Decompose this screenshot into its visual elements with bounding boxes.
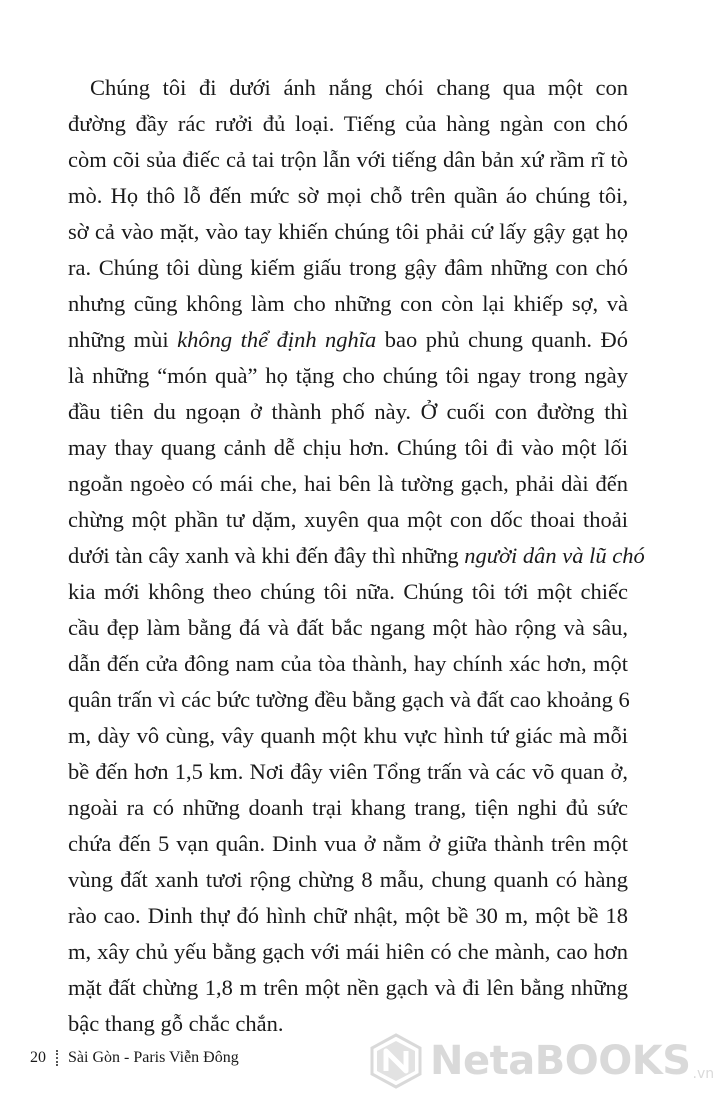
text-segment: ngoài ra có những doanh trại khang trang, tiện nghi đủ sức bbox=[68, 795, 628, 820]
text-segment: là những “món quà” họ tặng cho chúng tôi ngay trong ngày bbox=[68, 363, 628, 388]
page-footer bbox=[30, 1043, 239, 1073]
text-segment: quân trấn vì các bức tường đều bằng gạch và đất cao khoảng 6 bbox=[68, 687, 630, 712]
text-segment: vùng đất xanh tươi rộng chừng 8 mẫu, chung quanh có hàng bbox=[68, 867, 628, 892]
italic-phrase: người dân và lũ chó bbox=[464, 543, 645, 568]
text-line bbox=[68, 466, 628, 502]
text-segment: kia mới không theo chúng tôi nữa. Chúng tôi tới một chiếc bbox=[68, 579, 628, 604]
text-line bbox=[68, 142, 628, 178]
text-line bbox=[68, 538, 645, 574]
text-segment: còm cõi sủa điếc cả tai trộn lẫn với tiếng dân bản xứ rầm rĩ tò bbox=[68, 147, 628, 172]
text-segment: m, dày vô cùng, vây quanh một khu vực hình tứ giác mà mỗi bbox=[68, 723, 628, 748]
text-line bbox=[68, 322, 628, 358]
text-segment: may thay quang cảnh dễ chịu hơn. Chúng tôi đi vào một lối bbox=[68, 435, 628, 460]
text-segment: ngoằn ngoèo có mái che, hai bên là tường gạch, phải dài đến bbox=[68, 471, 628, 496]
watermark bbox=[368, 1026, 714, 1096]
text-line bbox=[68, 754, 628, 790]
text-line bbox=[68, 790, 628, 826]
text-line bbox=[68, 106, 628, 142]
text-segment: m, xây chủ yếu bằng gạch với mái hiên có che mành, cao hơn bbox=[68, 939, 628, 964]
running-title: Sài Gòn - Paris Viễn Đông bbox=[68, 1049, 239, 1066]
text-segment: dẫn đến cửa đông nam của tòa thành, hay chính xác hơn, một bbox=[68, 651, 628, 676]
text-line bbox=[68, 970, 628, 1006]
text-segment: bề đến hơn 1,5 km. Nơi đây viên Tổng trấn và các võ quan ở, bbox=[68, 759, 628, 784]
body-text bbox=[68, 70, 645, 1042]
text-segment: bao phủ chung quanh. Đó bbox=[376, 327, 629, 352]
watermark-brand: NetaBOOKS bbox=[430, 1038, 691, 1084]
text-line bbox=[68, 934, 628, 970]
text-line bbox=[68, 574, 628, 610]
text-segment: sờ cả vào mặt, vào tay khiến chúng tôi phải cứ lấy gậy gạt họ bbox=[68, 219, 628, 244]
text-line bbox=[68, 718, 628, 754]
text-line bbox=[68, 646, 628, 682]
text-segment: ra. Chúng tôi dùng kiếm giấu trong gậy đâm những con chó bbox=[68, 255, 628, 280]
text-line bbox=[68, 898, 628, 934]
italic-phrase: không thể định nghĩa bbox=[177, 327, 377, 352]
text-segment: Chúng tôi đi dưới ánh nắng chói chang qua một con bbox=[90, 75, 628, 100]
text-line bbox=[68, 358, 628, 394]
text-segment: nhưng cũng không làm cho những con còn lại khiếp sợ, và bbox=[68, 291, 628, 316]
text-line bbox=[68, 214, 628, 250]
footer-separator bbox=[56, 1050, 58, 1066]
text-line bbox=[68, 610, 628, 646]
n-logo-icon bbox=[368, 1033, 424, 1089]
text-line bbox=[68, 394, 628, 430]
text-segment: chừng một phần tư dặm, xuyên qua một con dốc thoai thoải bbox=[68, 507, 628, 532]
text-line bbox=[68, 682, 628, 718]
watermark-suffix: .vn bbox=[692, 1066, 714, 1082]
text-segment: những mùi bbox=[68, 327, 178, 352]
text-line bbox=[68, 286, 628, 322]
text-line bbox=[68, 502, 628, 538]
text-segment: mặt đất chừng 1,8 m trên một nền gạch và đi lên bằng những bbox=[68, 975, 628, 1000]
text-segment: cầu đẹp làm bằng đá và đất bắc ngang một hào rộng và sâu, bbox=[68, 615, 628, 640]
text-segment: bậc thang gỗ chắc chắn. bbox=[68, 1011, 284, 1036]
text-line bbox=[68, 250, 628, 286]
text-segment: rào cao. Dinh thự đó hình chữ nhật, một bề 30 m, một bề 18 bbox=[68, 903, 628, 928]
text-line bbox=[68, 826, 628, 862]
text-segment: chứa đến 5 vạn quân. Dinh vua ở nằm ở giữa thành trên một bbox=[68, 831, 628, 856]
text-segment: đầu tiên du ngoạn ở thành phố này. Ở cuối con đường thì bbox=[68, 399, 628, 424]
text-line bbox=[68, 178, 628, 214]
page-number: 20 bbox=[30, 1049, 46, 1066]
text-segment: mò. Họ thô lỗ đến mức sờ mọi chỗ trên quần áo chúng tôi, bbox=[68, 183, 628, 208]
text-line bbox=[68, 862, 628, 898]
text-line bbox=[68, 430, 628, 466]
text-segment: đường đầy rác rưởi đủ loại. Tiếng của hàng ngàn con chó bbox=[68, 111, 628, 136]
text-line bbox=[68, 70, 628, 106]
text-segment: dưới tàn cây xanh và khi đến đây thì những bbox=[68, 543, 465, 568]
